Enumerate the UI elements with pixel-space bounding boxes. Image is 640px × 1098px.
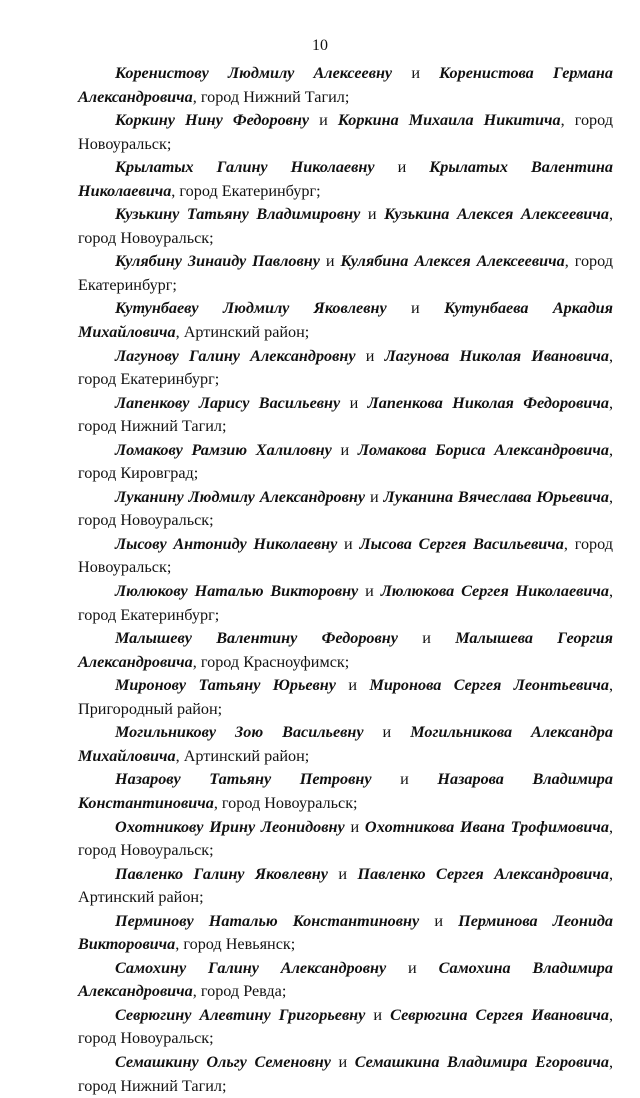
husband-name: Коренистова Германа Александровича xyxy=(78,64,613,106)
wife-name: Охотникову Ирину Леонидовну xyxy=(115,817,345,836)
conjunction: и xyxy=(397,158,407,177)
place: Артинский район; xyxy=(78,888,204,907)
wife-name: Кулябину Зинаиду Павловну xyxy=(115,252,320,271)
place: город Екатеринбург; xyxy=(179,181,321,200)
place: город Новоуральск; xyxy=(221,793,358,812)
list-item: Назарову Татьяну Петровну и Назарова Владимира Константиновича, город Новоуральск; xyxy=(78,770,613,812)
place: город Нижний Тагил; xyxy=(78,1076,227,1095)
husband-name: Могильникова Александра Михайловича xyxy=(78,723,613,765)
conjunction: и xyxy=(367,205,377,224)
conjunction: и xyxy=(338,1052,348,1071)
wife-name: Малышеву Валентину Федоровну xyxy=(115,629,398,648)
list-item: Крылатых Галину Николаевну и Крылатых Валентина Николаевича, город Екатеринбург; xyxy=(78,158,614,200)
husband-name: Коркина Михаила Никитича xyxy=(337,111,561,130)
wife-name: Лагунову Галину Александровну xyxy=(115,346,356,365)
wife-name: Крылатых Галину Николаевну xyxy=(115,158,375,177)
husband-name: Кулябина Алексея Алексеевича xyxy=(340,252,565,271)
conjunction: и xyxy=(411,299,420,318)
list-item: Люлюкову Наталью Викторовну и Люлюкова Сергея Николаевича, город Екатеринбург; xyxy=(78,582,614,624)
husband-name: Лагунова Николая Ивановича xyxy=(384,346,609,365)
list-item: Кутунбаеву Людмилу Яковлевну и Кутунбаева Аркадия Михайловича, Артинский район; xyxy=(78,299,613,342)
conjunction: и xyxy=(369,487,379,506)
list-item: Коркину Нину Федоровну и Коркина Михаила Никитича, город Новоуральск; xyxy=(78,111,613,153)
place: город Красноуфимск; xyxy=(200,652,350,671)
place: Артинский район; xyxy=(183,746,310,765)
conjunction: и xyxy=(365,582,374,601)
wife-name: Люлюкову Наталью Викторовну xyxy=(115,582,359,601)
husband-name: Луканина Вячеслава Юрьевича xyxy=(383,487,609,506)
list-item: Малышеву Валентину Федоровну и Малышева Георгия Александровича, город Красноуфимск; xyxy=(78,629,614,671)
conjunction: и xyxy=(373,1005,383,1024)
list-item: Могильникову Зою Васильевну и Могильникова Александра Михайловича, Артинский район; xyxy=(78,723,613,765)
husband-name: Крылатых Валентина Николаевича xyxy=(78,158,614,200)
husband-name: Кутунбаева Аркадия Михайловича xyxy=(78,299,613,342)
list-item: Луканину Людмилу Александровну и Луканина Вячеслава Юрьевича, город Новоуральск; xyxy=(78,487,614,530)
conjunction: и xyxy=(340,440,350,459)
conjunction: и xyxy=(319,111,328,130)
husband-name: Миронова Сергея Леонтьевича xyxy=(369,676,609,695)
conjunction: и xyxy=(325,252,335,271)
conjunction: и xyxy=(344,534,353,553)
husband-name: Кузькина Алексея Алексеевича xyxy=(384,205,609,224)
place: Пригородный район; xyxy=(78,699,223,718)
wife-name: Кутунбаеву Людмилу Яковлевну xyxy=(115,299,387,318)
place: Артинский район; xyxy=(183,323,310,342)
husband-name: Семашкина Владимира Егоровича xyxy=(354,1052,609,1071)
husband-name: Самохина Владимира Александровича xyxy=(78,958,613,1001)
wife-name: Ломакову Рамзию Халиловну xyxy=(115,440,332,459)
place: город Новоуральск; xyxy=(78,841,214,860)
place: город Екатеринбург; xyxy=(78,370,220,389)
conjunction: и xyxy=(350,817,360,836)
wife-name: Семашкину Ольгу Семеновну xyxy=(115,1052,331,1071)
place: город Нижний Тагил; xyxy=(78,417,227,436)
husband-name: Малышева Георгия Александровича xyxy=(78,629,614,671)
conjunction: и xyxy=(348,676,358,695)
conjunction: и xyxy=(382,723,392,742)
place: город Новоуральск; xyxy=(78,511,214,530)
place: город Ревда; xyxy=(200,982,287,1001)
wife-name: Кузькину Татьяну Владимировну xyxy=(115,205,361,224)
list-item: Охотникову Ирину Леонидовну и Охотникова Ивана Трофимовича, город Новоуральск; xyxy=(78,817,614,860)
wife-name: Лапенкову Ларису Васильевну xyxy=(115,393,341,412)
wife-name: Назарову Татьяну Петровну xyxy=(115,770,372,789)
place: город Нижний Тагил; xyxy=(200,87,350,106)
wife-name: Перминову Наталью Константиновну xyxy=(115,911,420,930)
wife-name: Коренистову Людмилу Алексеевну xyxy=(115,64,393,82)
list-item: Лагунову Галину Александровну и Лагунова Николая Ивановича, город Екатеринбург; xyxy=(78,346,614,389)
list-item: Перминову Наталью Константиновну и Перминова Леонида Викторовича, город Невьянск; xyxy=(78,911,614,954)
wife-name: Могильникову Зою Васильевну xyxy=(115,723,364,742)
list-item: Семашкину Ольгу Семеновну и Семашкина Владимира Егоровича, город Нижний Тагил; xyxy=(78,1052,614,1095)
conjunction: и xyxy=(338,864,348,883)
wife-name: Лысову Антониду Николаевну xyxy=(115,534,338,553)
husband-name: Охотникова Ивана Трофимовича xyxy=(364,817,609,836)
wife-name: Миронову Татьяну Юрьевну xyxy=(115,676,336,695)
list-item: Севрюгину Алевтину Григорьевну и Севрюгина Сергея Ивановича, город Новоуральск; xyxy=(78,1005,614,1048)
list-item: Коренистову Людмилу Алексеевну и Коренистова Германа Александровича, город Нижний Тагил; xyxy=(78,64,613,106)
list-item: Ломакову Рамзию Халиловну и Ломакова Бориса Александровича, город Кировград; xyxy=(78,440,614,483)
husband-name: Люлюкова Сергея Николаевича xyxy=(380,582,609,601)
husband-name: Севрюгина Сергея Ивановича xyxy=(390,1005,609,1024)
list-item: Лапенкову Ларису Васильевну и Лапенкова Николая Федоровича, город Нижний Тагил; xyxy=(78,393,614,436)
list-item: Кузькину Татьяну Владимировну и Кузькина Алексея Алексеевича, город Новоуральск; xyxy=(78,205,614,247)
conjunction: и xyxy=(408,958,417,977)
wife-name: Луканину Людмилу Александровну xyxy=(115,487,366,506)
wife-name: Севрюгину Алевтину Григорьевну xyxy=(115,1005,366,1024)
place: город Екатеринбург; xyxy=(78,252,614,294)
list-item: Кулябину Зинаиду Павловну и Кулябина Алексея Алексеевича, город Екатеринбург; xyxy=(78,252,614,294)
wife-name: Коркину Нину Федоровну xyxy=(115,111,310,130)
list-item: Миронову Татьяну Юрьевну и Миронова Сергея Леонтьевича, Пригородный район; xyxy=(78,676,614,718)
conjunction: и xyxy=(434,911,443,930)
place: город Кировград; xyxy=(78,464,199,483)
list-item: Лысову Антониду Николаевну и Лысова Сергея Васильевича, город Новоуральск; xyxy=(78,534,614,577)
list-item: Самохину Галину Александровну и Самохина Владимира Александровича, город Ревда; xyxy=(78,958,613,1001)
conjunction: и xyxy=(411,64,420,82)
conjunction: и xyxy=(422,629,431,648)
husband-name: Лапенкова Николая Федоровича xyxy=(367,393,609,412)
place: город Екатеринбург; xyxy=(78,605,220,624)
husband-name: Павленко Сергея Александровича xyxy=(357,864,609,883)
award-list xyxy=(78,62,613,1098)
place: город Невьянск; xyxy=(183,935,296,954)
place: город Новоуральск; xyxy=(78,228,214,247)
husband-name: Назарова Владимира Константиновича xyxy=(78,770,613,812)
wife-name: Павленко Галину Яковлевну xyxy=(115,864,328,883)
list-item: Павленко Галину Яковлевну и Павленко Сергея Александровича, Артинский район; xyxy=(78,864,614,907)
place: город Новоуральск; xyxy=(78,1029,214,1048)
page-number: 10 xyxy=(312,37,328,54)
place: город Новоуральск; xyxy=(78,111,613,153)
conjunction: и xyxy=(365,346,375,365)
conjunction: и xyxy=(349,393,359,412)
husband-name: Лысова Сергея Васильевича xyxy=(359,534,564,553)
husband-name: Ломакова Бориса Александровича xyxy=(357,440,609,459)
husband-name: Перминова Леонида Викторовича xyxy=(78,911,614,954)
place: город Новоуральск; xyxy=(78,534,614,577)
conjunction: и xyxy=(400,770,409,789)
wife-name: Самохину Галину Александровну xyxy=(115,958,387,977)
